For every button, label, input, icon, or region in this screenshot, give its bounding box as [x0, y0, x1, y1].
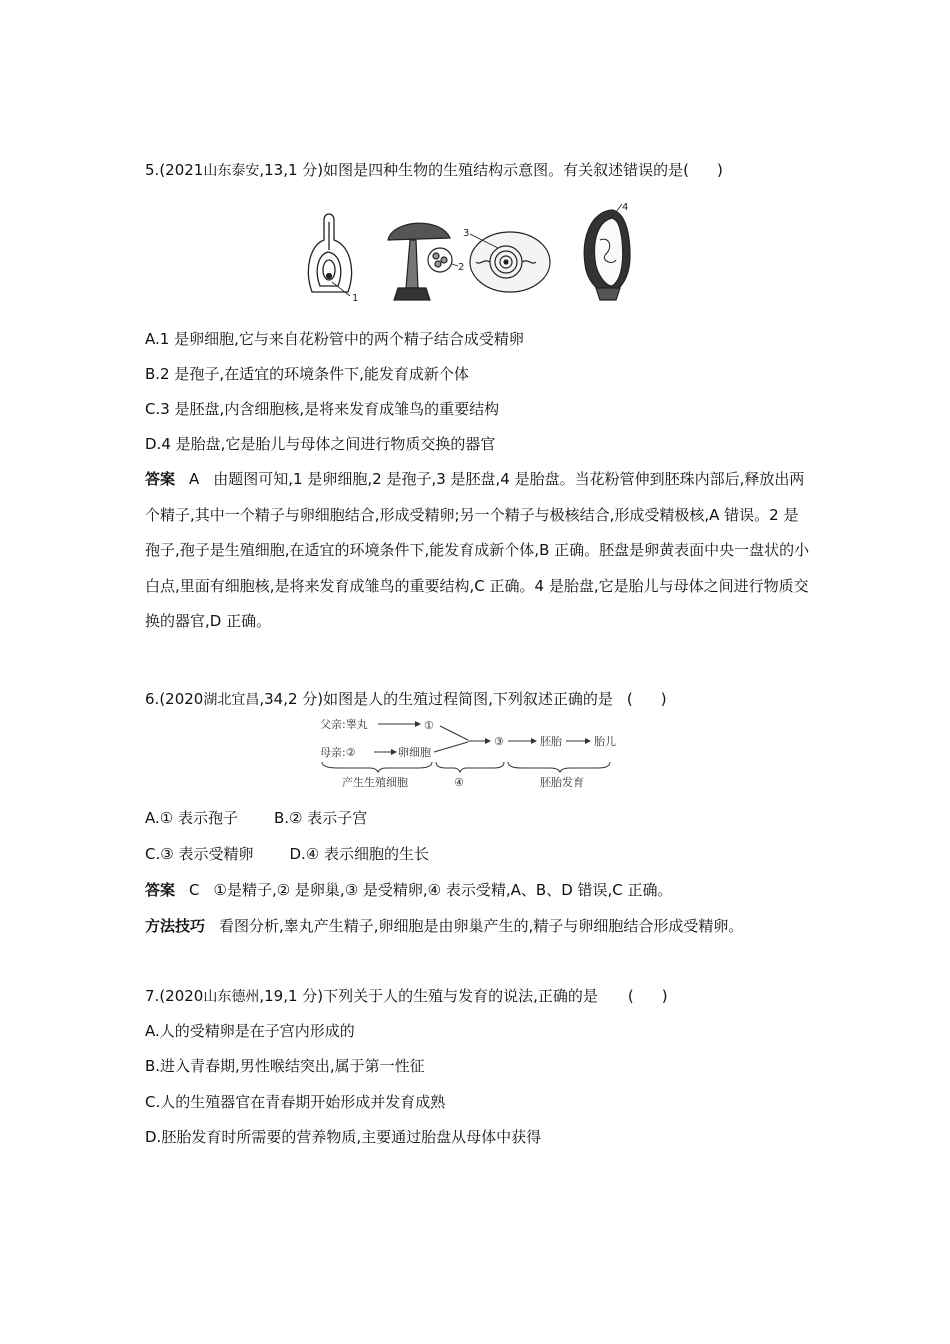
q7-source-place: 山东德州: [203, 989, 260, 1005]
q6-stem: 6.(2020湖北宜昌,34,2 分)如图是人的生殖过程简图,下列叙述正确的是 ( ): [145, 690, 667, 708]
q6-options-row2: [145, 844, 429, 864]
diag-c1: ①: [424, 719, 434, 732]
diag-c3: ③: [494, 735, 504, 748]
egg-drawing: [470, 232, 550, 292]
diag-father: 父亲:睾丸: [320, 718, 368, 731]
q6-option-c: C.③ 表示受精卵: [145, 845, 254, 863]
ovule-drawing: [308, 214, 351, 296]
q6-answer-label: 答案: [145, 881, 176, 899]
q5-stem: 5.(2021山东泰安,13,1 分)如图是四种生物的生殖结构示意图。有关叙述错误的是( ): [145, 161, 723, 179]
q6-option-d: D.④ 表示细胞的生长: [289, 845, 430, 863]
q7-option-a: A.人的受精卵是在子宫内形成的: [145, 1022, 355, 1040]
diag-brace3: 胚胎发育: [540, 776, 584, 789]
q6-option-b: B.② 表示子宫: [273, 809, 368, 827]
q6-options-row1: [145, 808, 367, 828]
diag-brace1: 产生生殖细胞: [342, 776, 408, 789]
fig-label-3: 3: [463, 228, 470, 239]
q7-option-b: B.进入青春期,男性喉结突出,属于第一性征: [145, 1057, 425, 1075]
q5-option-d: D.4 是胎盘,它是胎儿与母体之间进行物质交换的器官: [145, 435, 496, 453]
q5-figure: [300, 200, 640, 312]
q5-option-c: C.3 是胚盘,内含细胞核,是将来发育成雏鸟的重要结构: [145, 400, 500, 418]
diag-brace2: ④: [454, 776, 464, 789]
q6-source-place: 湖北宜昌: [203, 692, 260, 708]
q6-answer-text: ①是精子,② 是卵巢,③ 是受精卵,④ 表示受精,A、B、D 错误,C 正确。: [213, 881, 673, 899]
q6-tip: [145, 916, 743, 936]
diag-fetus: 胎儿: [594, 735, 616, 748]
q6-answer-choice: C: [189, 881, 200, 899]
mushroom-drawing: [388, 223, 458, 300]
q6-option-a: A.① 表示孢子: [145, 809, 238, 827]
q7-option-c: C.人的生殖器官在青春期开始形成并发育成熟: [145, 1093, 446, 1111]
q7-option-d: D.胚胎发育时所需要的营养物质,主要通过胎盘从母体中获得: [145, 1128, 542, 1146]
q6-tip-text: 看图分析,睾丸产生精子,卵细胞是由卵巢产生的,精子与卵细胞结合形成受精卵。: [219, 917, 744, 935]
q5-answer: [145, 462, 810, 640]
q5-source-place: 山东泰安: [203, 163, 260, 179]
diag-mother: 母亲:②: [320, 746, 356, 759]
q5-answer-choice: A: [189, 470, 200, 488]
q5-option-b: B.2 是孢子,在适宜的环境条件下,能发育成新个体: [145, 365, 469, 383]
placenta-drawing: [584, 204, 630, 300]
q7-stem: 7.(2020山东德州,19,1 分)下列关于人的生殖与发育的说法,正确的是 ( ): [145, 987, 668, 1005]
fig-label-2: 2: [458, 262, 465, 273]
q6-tip-label: 方法技巧: [145, 917, 206, 935]
fig-label-1: 1: [352, 293, 359, 304]
q5-answer-text: 由题图可知,1 是卵细胞,2 是孢子,3 是胚盘,4 是胎盘。当花粉管伸到胚珠内部后,释放出两个精子,其中一个精子与卵细胞结合,形成受精卵;另一个精子与极核结合,形成受精极核,A 错误。2 是孢子,孢子是生殖细胞,在适宜的环境条件下,能发育成新个体,B 正确。胚盘是卵黄表面中央一盘状的小白点,里面有细胞核,是将来发育成雏鸟的重要结构,C 正确。4 是胎盘,它是胎儿与母体之间进行物质交换的器官,D 正确。: [145, 470, 810, 630]
q5-option-a: A.1 是卵细胞,它与来自花粉管中的两个精子结合成受精卵: [145, 330, 524, 348]
diag-embryo: 胚胎: [540, 735, 562, 748]
q6-answer: [145, 880, 673, 900]
q5-answer-label: 答案: [145, 470, 176, 488]
fig-label-4: 4: [622, 202, 629, 213]
q6-diagram: [318, 714, 628, 790]
diag-egg: 卵细胞: [398, 746, 431, 759]
